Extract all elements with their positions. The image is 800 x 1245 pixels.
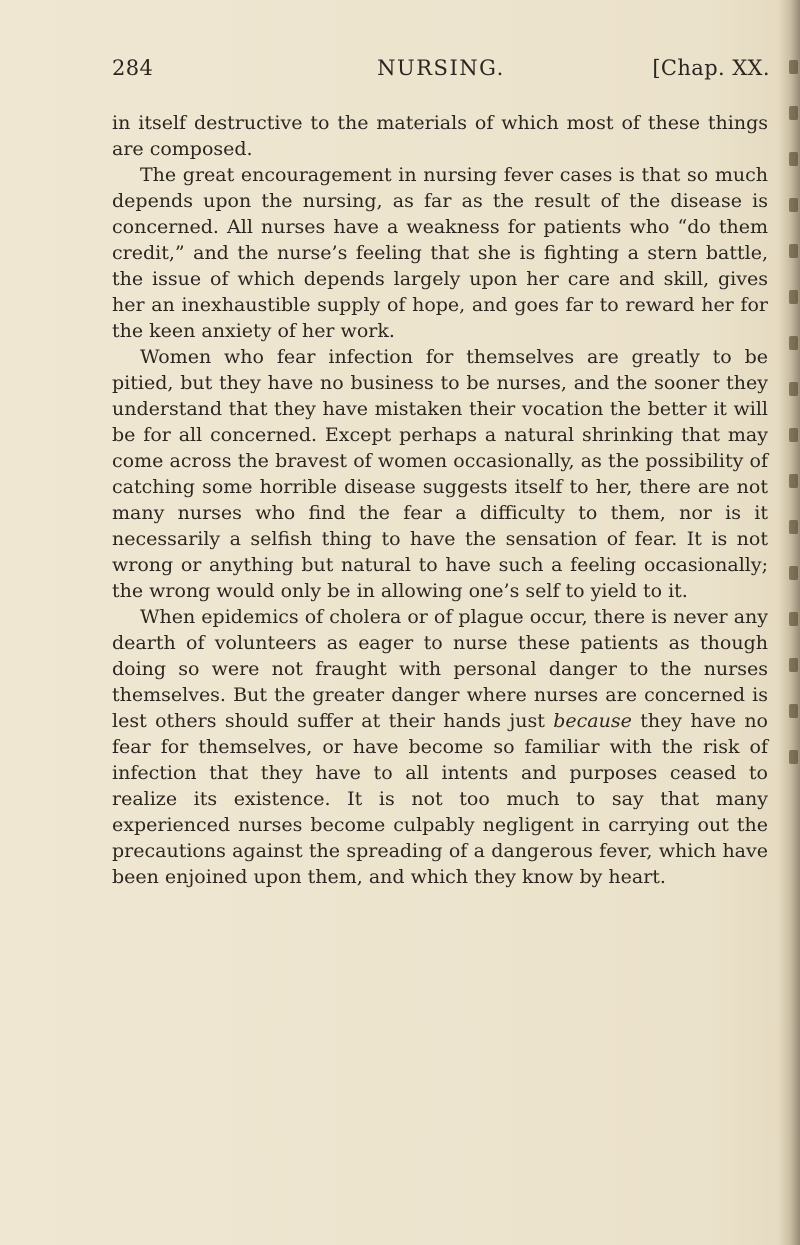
- paragraph-2: The great encouragement in nursing fever cases is that so much depends upon the nursing, as far as the result of the disease is concerned. All nurses have a weakness for patients who “do them credit,” and the nurse’s feeling that she is fighting a stern battle, the issue of which depends largely upon her care and skill, gives her an inexhaustible supply of hope, and goes far to reward her for the keen anxiety of her work.: [112, 164, 768, 342]
- running-title: NURSING.: [377, 56, 505, 80]
- paragraph-4-text-after: they have no fear for themselves, or have become so familiar with the risk of infection that they have to all intents and purposes ceased to realize its existence. It is not too much to say that many experienced nurses become culpably negligent in carrying out the precautions against the spreading of a dangerous fever, which have been enjoined upon them, and which they know by heart.: [112, 710, 768, 888]
- paragraph-3: Women who fear infection for themselves are greatly to be pitied, but they have no business to be nurses, and the sooner they understand that they have mistaken their vocation the better it will be for all concerned. Except perhaps a natural shrinking that may come across the bravest of women occasionally, as the possibility of catching some horrible disease suggests itself to her, there are not many nurses who find the fear a difficulty to them, nor is it necessarily a selfish thing to have the sensation of fear. It is not wrong or anything but natural to have such a feeling occasionally; the wrong would only be in allowing one’s self to yield to it.: [112, 346, 768, 602]
- paragraph-4-text-before: When epidemics of cholera or of plague occur, there is never any dearth of volunteers as eager to nurse these patients as though doing so were not fraught with personal danger to the nurses themselves. But the greater danger where nurses are concerned is lest others should suffer at their hands just: [112, 606, 768, 732]
- paragraph-4-emphasis: because: [553, 710, 632, 732]
- body-text: [112, 110, 768, 890]
- paragraph-4: [112, 604, 768, 890]
- running-head: [112, 56, 770, 86]
- chapter-reference: [Chap. XX.: [652, 56, 770, 80]
- paragraph-1: in itself destructive to the materials of which most of these things are composed.: [112, 112, 768, 160]
- page-number: 284: [112, 56, 154, 80]
- next-page-edge: [788, 60, 798, 820]
